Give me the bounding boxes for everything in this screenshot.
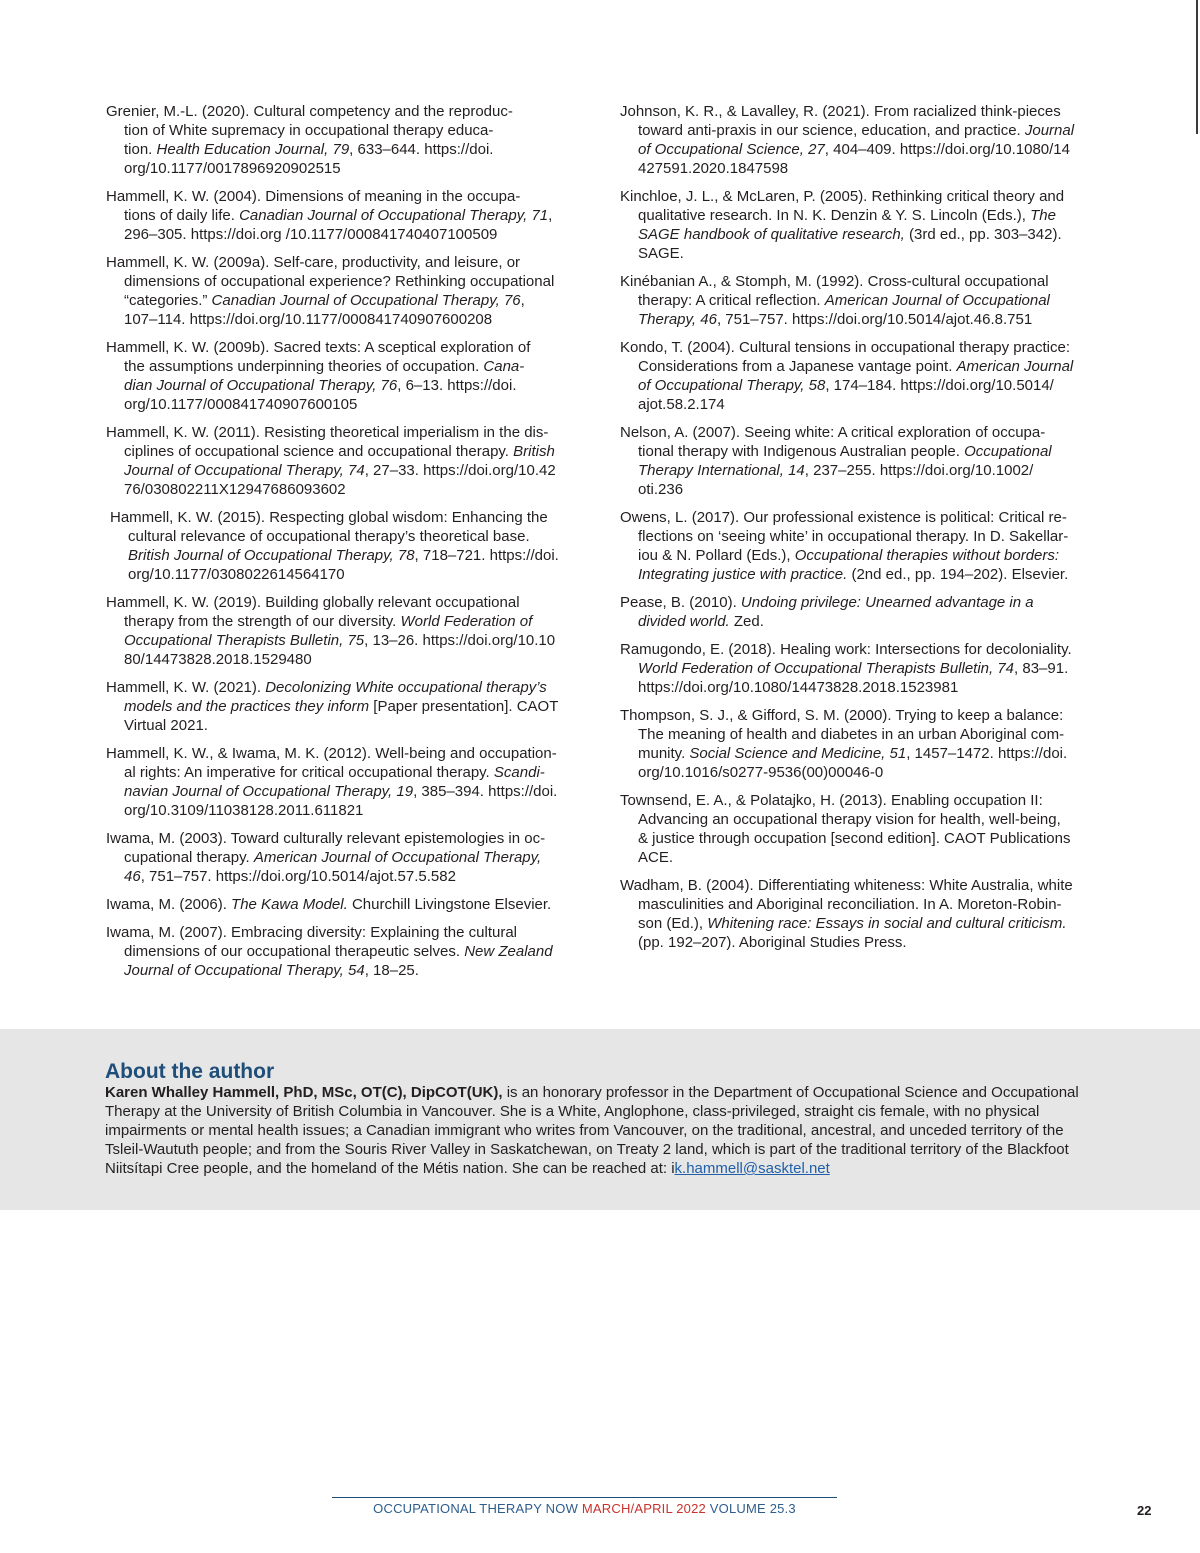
- reference-entry: [620, 423, 1098, 499]
- reference-text: & justice through occupation [second edition]. CAOT Publications: [638, 830, 1071, 847]
- reference-source-italic: Integrating justice with practice.: [638, 566, 848, 583]
- reference-text: “categories.”: [124, 292, 212, 309]
- reference-text: tion.: [124, 141, 157, 158]
- reference-text: , 27–33. https://doi.org/10.42: [364, 462, 556, 479]
- reference-entry: [106, 102, 580, 178]
- reference-source-italic: World Federation of Occupational Therapists Bulletin, 74: [638, 660, 1015, 677]
- reference-source-italic: Cana-: [483, 358, 525, 375]
- reference-source-italic: American Journal: [956, 358, 1074, 375]
- reference-text: Townsend, E. A., & Polatajko, H. (2013). Enabling occupation II:: [620, 792, 1043, 809]
- reference-text: oti.236: [638, 481, 684, 498]
- reference-text: qualitative research. In N. K. Denzin & Y. S. Lincoln (Eds.),: [638, 207, 1031, 224]
- reference-text: , 751–757. https://doi.org/10.5014/ajot.46.8.751: [716, 311, 1033, 328]
- reference-text: Kondo, T. (2004). Cultural tensions in occupational therapy practice:: [620, 339, 1070, 356]
- reference-source-italic: Occupational: [964, 443, 1052, 460]
- reference-source-italic: models and the practices they inform: [124, 698, 370, 715]
- reference-text: ,: [520, 292, 525, 309]
- bio-line-5-text: Niitsítapi Cree people, and the homeland of the Métis nation. She can be reached at: i: [105, 1160, 675, 1177]
- reference-entry: [106, 829, 580, 886]
- reference-text: Iwama, M. (2003). Toward culturally relevant epistemologies in oc-: [106, 830, 546, 847]
- reference-source-italic: New Zealand: [464, 943, 553, 960]
- reference-text: Hammell, K. W. (2004). Dimensions of meaning in the occupa-: [106, 188, 521, 205]
- footer-issue-date: MARCH/APRIL 2022: [581, 1501, 706, 1516]
- reference-source-italic: of Occupational Therapy, 58: [638, 377, 826, 394]
- reference-source-italic: 46: [124, 868, 141, 885]
- reference-source-italic: British: [513, 443, 555, 460]
- reference-source-italic: Health Education Journal, 79: [156, 141, 350, 158]
- bio-line-5: [105, 1159, 1105, 1178]
- reference-text: Owens, L. (2017). Our professional existence is political: Critical re-: [620, 509, 1067, 526]
- reference-text: Thompson, S. J., & Gifford, S. M. (2000). Trying to keep a balance:: [620, 707, 1064, 724]
- bio-line-1-text: is an honorary professor in the Department of Occupational Science and Occupational: [502, 1084, 1079, 1101]
- reference-source-italic: of Occupational Science, 27: [638, 141, 825, 158]
- reference-entry: [620, 187, 1098, 263]
- reference-text: , 633–644. https://doi.: [349, 141, 494, 158]
- reference-source-italic: navian Journal of Occupational Therapy, 19: [124, 783, 414, 800]
- reference-text: Hammell, K. W. (2015). Respecting global wisdom: Enhancing the: [110, 509, 548, 526]
- reference-source-italic: Decolonizing White occupational therapy’s: [265, 679, 547, 696]
- reference-text: SAGE.: [638, 245, 684, 262]
- reference-entry: [106, 678, 580, 735]
- reference-text: dimensions of our occupational therapeutic selves.: [124, 943, 465, 960]
- author-email-link[interactable]: k.hammell@sasktel.net: [674, 1160, 830, 1177]
- author-credentials: Karen Whalley Hammell, PhD, MSc, OT(C), DipCOT(UK),: [105, 1084, 503, 1101]
- reference-source-italic: British Journal of Occupational Therapy, 78: [128, 547, 415, 564]
- reference-text: [Paper presentation]. CAOT: [369, 698, 559, 715]
- reference-text: org/10.3109/11038128.2011.611821: [124, 802, 364, 819]
- reference-text: masculinities and Aboriginal reconciliation. In A. Moreton-Robin-: [638, 896, 1062, 913]
- reference-text: , 6–13. https://doi.: [397, 377, 517, 394]
- references-right-column: [620, 102, 1098, 961]
- reference-source-italic: Journal of Occupational Therapy, 54: [124, 962, 365, 979]
- reference-entry: [620, 338, 1098, 414]
- reference-text: Hammell, K. W., & Iwama, M. K. (2012). Well-being and occupation-: [106, 745, 557, 762]
- reference-text: Iwama, M. (2007). Embracing diversity: Explaining the cultural: [106, 924, 518, 941]
- reference-source-italic: Undoing privilege: Unearned advantage in a: [740, 594, 1034, 611]
- reference-entry: [620, 102, 1098, 178]
- reference-text: tions of daily life.: [124, 207, 240, 224]
- page-edge-mark: [1196, 0, 1198, 134]
- reference-source-italic: American Journal of Occupational: [824, 292, 1050, 309]
- reference-text: Wadham, B. (2004). Differentiating whiteness: White Australia, white: [620, 877, 1073, 894]
- reference-text: (2nd ed., pp. 194–202). Elsevier.: [847, 566, 1069, 583]
- reference-text: Zed.: [729, 613, 764, 630]
- reference-source-italic: Social Science and Medicine, 51: [689, 745, 907, 762]
- reference-entry: [106, 187, 580, 244]
- reference-source-italic: World Federation of: [400, 613, 533, 630]
- reference-text: flections on ‘seeing white’ in occupational therapy. In D. Sakellar-: [638, 528, 1069, 545]
- reference-text: Hammell, K. W. (2019). Building globally relevant occupational: [106, 594, 520, 611]
- footer-volume: VOLUME 25.3: [709, 1501, 796, 1516]
- reference-source-italic: American Journal of Occupational Therapy,: [253, 849, 542, 866]
- reference-text: Kinébanian A., & Stomph, M. (1992). Cross-cultural occupational: [620, 273, 1049, 290]
- reference-text: (3rd ed., pp. 303–342).: [904, 226, 1062, 243]
- about-author-bio: [105, 1083, 1105, 1178]
- reference-text: Advancing an occupational therapy vision for health, well-being,: [638, 811, 1061, 828]
- reference-text: cupational therapy.: [124, 849, 254, 866]
- reference-entry: [106, 593, 580, 669]
- reference-entry: [106, 744, 580, 820]
- reference-text: tional therapy with Indigenous Australian people.: [638, 443, 965, 460]
- reference-text: (pp. 192–207). Aboriginal Studies Press.: [638, 934, 907, 951]
- footer-rule: [332, 1497, 837, 1498]
- reference-source-italic: The: [1030, 207, 1056, 224]
- reference-text: Hammell, K. W. (2009a). Self-care, productivity, and leisure, or: [106, 254, 521, 271]
- about-heading: About the author: [105, 1060, 275, 1083]
- reference-text: , 83–91.: [1014, 660, 1069, 677]
- reference-text: 107–114. https://doi.org/10.1177/000841740907600208: [124, 311, 493, 328]
- bio-line-3: impairments or mental health issues; a Canadian immigrant who writes from Vancouver, on the traditional, ancestral, and unceded territory of the: [105, 1122, 1064, 1139]
- reference-source-italic: Canadian Journal of Occupational Therapy, 71: [239, 207, 549, 224]
- reference-text: org/10.1177/0017896920902515: [124, 160, 341, 177]
- reference-text: al rights: An imperative for critical occupational therapy.: [124, 764, 494, 781]
- reference-source-italic: dian Journal of Occupational Therapy, 76: [124, 377, 398, 394]
- reference-source-italic: Therapy International, 14: [638, 462, 805, 479]
- reference-text: Considerations from a Japanese vantage point.: [638, 358, 957, 375]
- bio-line-4: Tsleil-Waututh people; and from the Souris River Valley in Saskatchewan, on Treaty 2 land, which is part of the traditional territory of the Blackfoot: [105, 1141, 1069, 1158]
- reference-text: , 718–721. https://doi.: [414, 547, 559, 564]
- reference-text: ACE.: [638, 849, 674, 866]
- reference-entry: [620, 706, 1098, 782]
- reference-text: Hammell, K. W. (2011). Resisting theoretical imperialism in the dis-: [106, 424, 549, 441]
- reference-text: ciplines of occupational science and occupational therapy.: [124, 443, 514, 460]
- reference-text: , 404–409. https://doi.org/10.1080/14: [824, 141, 1070, 158]
- footer-journal-name: OCCUPATIONAL THERAPY NOW: [373, 1501, 579, 1516]
- bio-line-2: Therapy at the University of British Columbia in Vancouver. She is a White, Anglophone, class-privileged, straight cis female, with no physical: [105, 1103, 1040, 1120]
- reference-text: Virtual 2021.: [124, 717, 208, 734]
- reference-source-italic: Whitening race: Essays in social and cultural criticism.: [707, 915, 1067, 932]
- reference-text: Pease, B. (2010).: [620, 594, 741, 611]
- reference-entry: [106, 895, 580, 914]
- reference-source-italic: Journal: [1024, 122, 1075, 139]
- reference-text: 80/14473828.2018.1529480: [124, 651, 312, 668]
- reference-text: Hammell, K. W. (2009b). Sacred texts: A sceptical exploration of: [106, 339, 531, 356]
- reference-entry: [620, 640, 1098, 697]
- reference-source-italic: Occupational therapies without borders:: [794, 547, 1060, 564]
- reference-entry: [106, 508, 580, 584]
- reference-entry: [106, 423, 580, 499]
- reference-text: iou & N. Pollard (Eds.),: [638, 547, 795, 564]
- reference-source-italic: SAGE handbook of qualitative research,: [638, 226, 905, 243]
- reference-text: therapy: A critical reflection.: [638, 292, 825, 309]
- reference-text: , 174–184. https://doi.org/10.5014/: [825, 377, 1054, 394]
- reference-text: toward anti-praxis in our science, education, and practice.: [638, 122, 1025, 139]
- reference-text: munity.: [638, 745, 690, 762]
- reference-entry: [106, 253, 580, 329]
- reference-text: therapy from the strength of our diversity.: [124, 613, 401, 630]
- reference-text: org/10.1016/s0277-9536(00)00046-0: [638, 764, 884, 781]
- reference-source-italic: Therapy, 46: [638, 311, 717, 328]
- reference-entry: [620, 508, 1098, 584]
- reference-text: dimensions of occupational experience? Rethinking occupational: [124, 273, 555, 290]
- reference-entry: [620, 272, 1098, 329]
- reference-text: Grenier, M.-L. (2020). Cultural competency and the reproduc-: [106, 103, 513, 120]
- reference-text: org/10.1177/000841740907600105: [124, 396, 358, 413]
- bio-line-1: [105, 1083, 1105, 1102]
- reference-text: Hammell, K. W. (2021).: [106, 679, 266, 696]
- reference-text: the assumptions underpinning theories of occupation.: [124, 358, 484, 375]
- reference-text: Kinchloe, J. L., & McLaren, P. (2005). Rethinking critical theory and: [620, 188, 1065, 205]
- reference-text: Ramugondo, E. (2018). Healing work: Intersections for decoloniality.: [620, 641, 1072, 658]
- reference-source-italic: Occupational Therapists Bulletin, 75: [124, 632, 365, 649]
- reference-text: Churchill Livingstone Elsevier.: [347, 896, 552, 913]
- reference-text: 427591.2020.1847598: [638, 160, 789, 177]
- reference-text: Nelson, A. (2007). Seeing white: A critical exploration of occupa-: [620, 424, 1046, 441]
- references-left-column: [106, 102, 580, 989]
- reference-text: Johnson, K. R., & Lavalley, R. (2021). From racialized think-pieces: [620, 103, 1061, 120]
- page-number: 22: [1137, 1503, 1152, 1518]
- reference-entry: [620, 791, 1098, 867]
- reference-text: 76/030802211X12947686093602: [124, 481, 346, 498]
- reference-entry: [106, 338, 580, 414]
- reference-text: 296–305. https://doi.org /10.1177/000841740407100509: [124, 226, 498, 243]
- reference-entry: [106, 923, 580, 980]
- reference-text: , 385–394. https://doi.: [413, 783, 558, 800]
- reference-source-italic: Scandi-: [493, 764, 545, 781]
- reference-text: Iwama, M. (2006).: [106, 896, 232, 913]
- reference-text: , 18–25.: [364, 962, 419, 979]
- reference-entry: [620, 876, 1098, 952]
- reference-text: cultural relevance of occupational therapy’s theoretical base.: [128, 528, 530, 545]
- about-the-author-section: [0, 1029, 1200, 1210]
- reference-source-italic: Journal of Occupational Therapy, 74: [124, 462, 365, 479]
- reference-text: , 237–255. https://doi.org/10.1002/: [804, 462, 1034, 479]
- reference-source-italic: Canadian Journal of Occupational Therapy, 76: [211, 292, 521, 309]
- reference-text: , 751–757. https://doi.org/10.5014/ajot.57.5.582: [140, 868, 456, 885]
- reference-source-italic: divided world.: [638, 613, 730, 630]
- reference-text: , 1457–1472. https://doi.: [906, 745, 1068, 762]
- reference-text: https://doi.org/10.1080/14473828.2018.1523981: [638, 679, 959, 696]
- reference-entry: [620, 593, 1098, 631]
- reference-text: org/10.1177/0308022614564170: [128, 566, 345, 583]
- reference-text: The meaning of health and diabetes in an urban Aboriginal com-: [638, 726, 1065, 743]
- reference-source-italic: The Kawa Model.: [231, 896, 348, 913]
- reference-text: ajot.58.2.174: [638, 396, 725, 413]
- reference-text: , 13–26. https://doi.org/10.10: [364, 632, 556, 649]
- reference-text: ,: [548, 207, 553, 224]
- reference-text: son (Ed.),: [638, 915, 708, 932]
- reference-text: tion of White supremacy in occupational therapy educa-: [124, 122, 494, 139]
- running-footer: [332, 1501, 837, 1517]
